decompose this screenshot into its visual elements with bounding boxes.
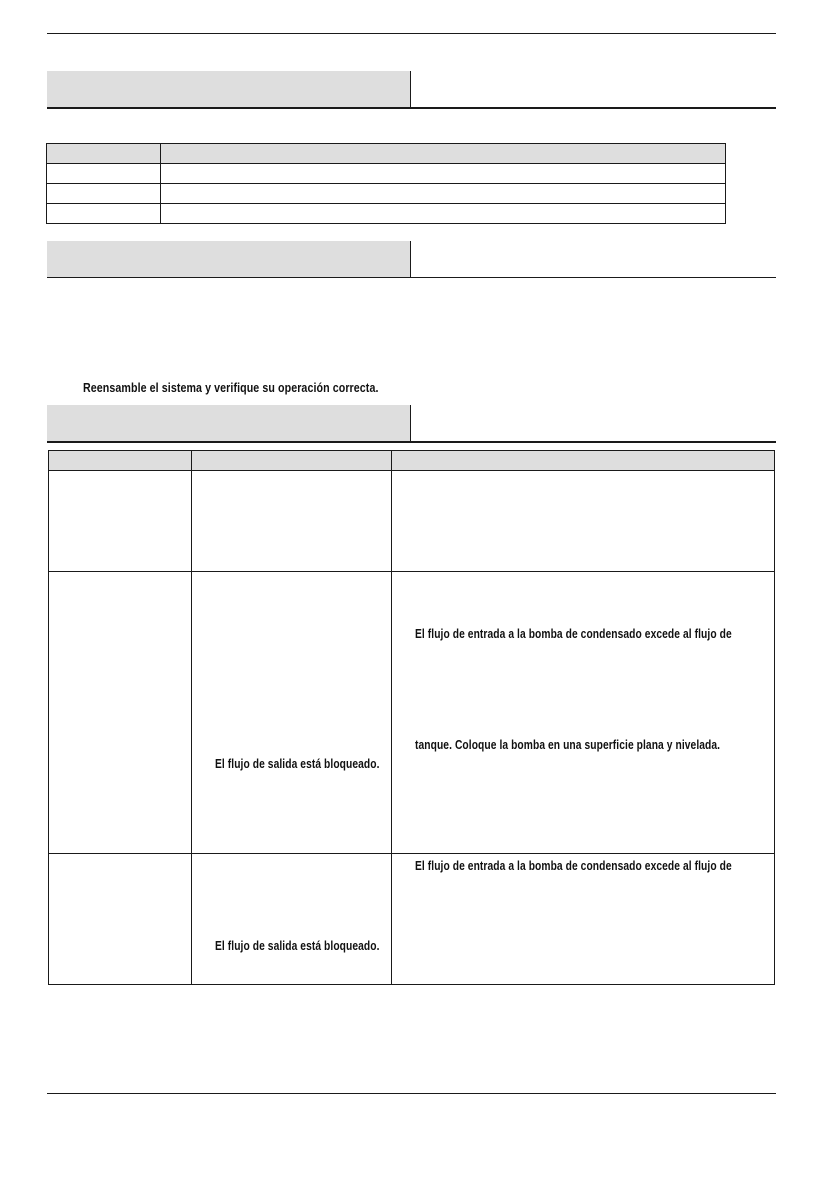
section-header-2-rule — [47, 277, 776, 278]
table-row — [47, 164, 726, 184]
section-header-3-shade — [47, 405, 410, 441]
troubleshooting-table — [48, 450, 775, 985]
table-row — [49, 471, 775, 572]
troubleshooting-header — [49, 451, 775, 471]
row2-solution-line1: El flujo de entrada a la bomba de condensado excede al flujo de — [415, 627, 732, 641]
section-header-3-divider — [410, 405, 411, 442]
solution-cell — [392, 471, 775, 572]
cause-header-cell — [192, 451, 392, 471]
cause-cell — [192, 471, 392, 572]
cause-cell — [192, 572, 392, 854]
row2-cause: El flujo de salida está bloqueado. — [215, 757, 380, 771]
row2-solution-line2: tanque. Coloque la bomba en una superficie plana y nivelada. — [415, 738, 721, 752]
table-row — [49, 854, 775, 985]
solution-header-cell — [392, 451, 775, 471]
problem-cell — [49, 471, 192, 572]
parts-table — [46, 143, 726, 224]
top-page-rule — [47, 33, 776, 34]
table-cell — [47, 204, 161, 224]
reassemble-note: Reensamble el sistema y verifique su operación correcta. — [83, 380, 379, 395]
table-cell — [161, 184, 726, 204]
parts-table-header-cell — [161, 144, 726, 164]
section-header-1-divider — [410, 71, 411, 108]
parts-table-header — [47, 144, 726, 164]
solution-cell — [392, 572, 775, 854]
table-cell — [47, 184, 161, 204]
table-cell — [161, 164, 726, 184]
section-header-2-shade — [47, 241, 410, 277]
table-cell — [161, 204, 726, 224]
table-row — [47, 184, 726, 204]
cause-cell — [192, 854, 392, 985]
table-row — [49, 572, 775, 854]
row3-cause: El flujo de salida está bloqueado. — [215, 939, 380, 953]
bottom-page-rule — [47, 1093, 776, 1094]
section-header-3-rule — [47, 441, 776, 443]
problem-header-cell — [49, 451, 192, 471]
solution-cell — [392, 854, 775, 985]
row3-solution-line1: El flujo de entrada a la bomba de condensado excede al flujo de — [415, 859, 732, 873]
section-header-2-divider — [410, 241, 411, 278]
section-header-1 — [47, 71, 776, 109]
table-cell — [47, 164, 161, 184]
parts-table-header-cell — [47, 144, 161, 164]
problem-cell — [49, 572, 192, 854]
section-header-3 — [47, 405, 776, 443]
section-header-1-shade — [47, 71, 410, 107]
problem-cell — [49, 854, 192, 985]
table-row — [47, 204, 726, 224]
section-header-2 — [47, 241, 776, 279]
section-header-1-rule — [47, 107, 776, 109]
